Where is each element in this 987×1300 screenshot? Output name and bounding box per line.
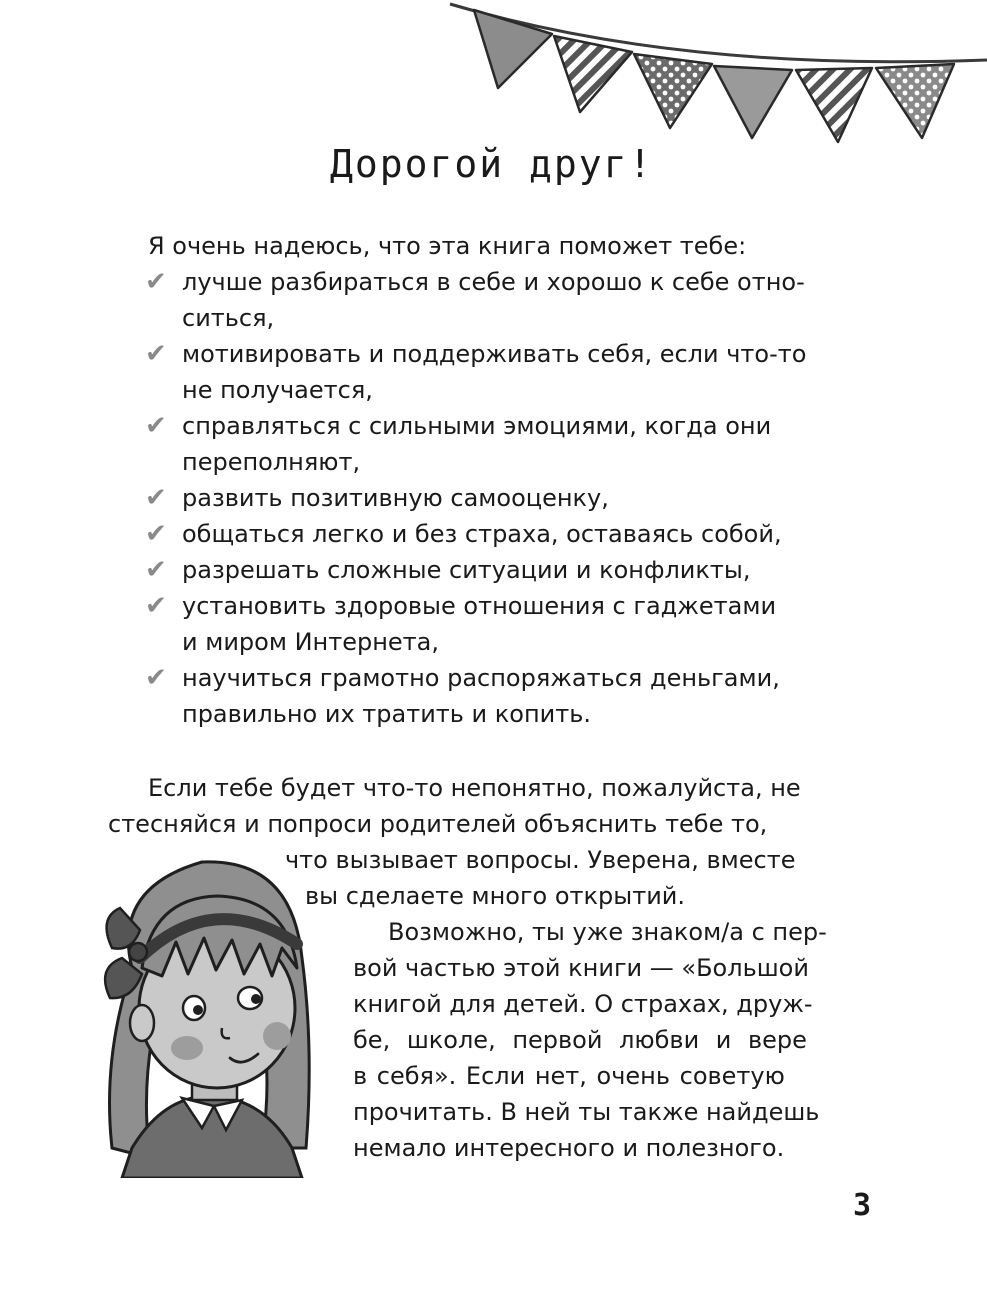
list-item: ✔ справляться с сильными эмоциями, когда они переполняют, (145, 408, 845, 480)
paragraph-line: прочитать. В ней ты также найдешь (353, 1098, 820, 1126)
checkmark-icon: ✔ (145, 663, 167, 693)
flag-3 (634, 54, 712, 128)
checkmark-icon: ✔ (145, 519, 167, 549)
list-item: ✔ мотивировать и поддерживать себя, если что-то не получается, (145, 336, 845, 408)
flag-5 (796, 68, 872, 142)
intro-text: Я очень надеюсь, что эта книга поможет тебе: (148, 232, 747, 260)
list-item: ✔ лучше разбираться в себе и хорошо к себе отно- ситься, (145, 264, 845, 336)
paragraph-line: немало интересного и полезного. (353, 1134, 785, 1162)
paragraph-line: вы сделаете много открытий. (305, 882, 686, 910)
paragraph-line: бе, школе, первой любви и вере (353, 1026, 807, 1054)
list-item: ✔ разрешать сложные ситуации и конфликты, (145, 552, 845, 588)
flag-1 (474, 10, 552, 88)
paragraph-line: вой частью этой книги — «Большой (353, 954, 809, 982)
list-item: ✔ научиться грамотно распоряжаться деньгами, правильно их тратить и копить. (145, 660, 845, 732)
paragraph-line: Если тебе будет что-то непонятно, пожалуйста, не (148, 774, 801, 802)
girl-illustration (92, 848, 322, 1178)
checkmark-icon: ✔ (145, 267, 167, 297)
page-title: Дорогой друг! (330, 142, 654, 186)
list-item: ✔ установить здоровые отношения с гаджетами и миром Интернета, (145, 588, 845, 660)
goals-list (145, 264, 845, 732)
checkmark-icon: ✔ (145, 555, 167, 585)
list-item: ✔ развить позитивную самооценку, (145, 480, 845, 516)
paragraph-line: книгой для детей. О страхах, друж- (353, 990, 813, 1018)
flag-4 (714, 66, 792, 138)
paragraph-line: Возможно, ты уже знаком/а с пер- (388, 918, 827, 946)
checkmark-icon: ✔ (145, 591, 167, 621)
checkmark-icon: ✔ (145, 483, 167, 513)
paragraph-line: что вызывает вопросы. Уверена, вместе (285, 846, 796, 874)
bunting-garland (440, 0, 987, 160)
list-item: ✔ общаться легко и без страха, оставаясь собой, (145, 516, 845, 552)
paragraph-line: стесняйся и попроси родителей объяснить тебе то, (108, 810, 768, 838)
flag-6 (876, 64, 954, 138)
flag-2 (554, 36, 632, 112)
paragraph-line: в себя». Если нет, очень советую (353, 1062, 785, 1090)
page-number: 3 (853, 1188, 872, 1223)
checkmark-icon: ✔ (145, 339, 167, 369)
checkmark-icon: ✔ (145, 411, 167, 441)
